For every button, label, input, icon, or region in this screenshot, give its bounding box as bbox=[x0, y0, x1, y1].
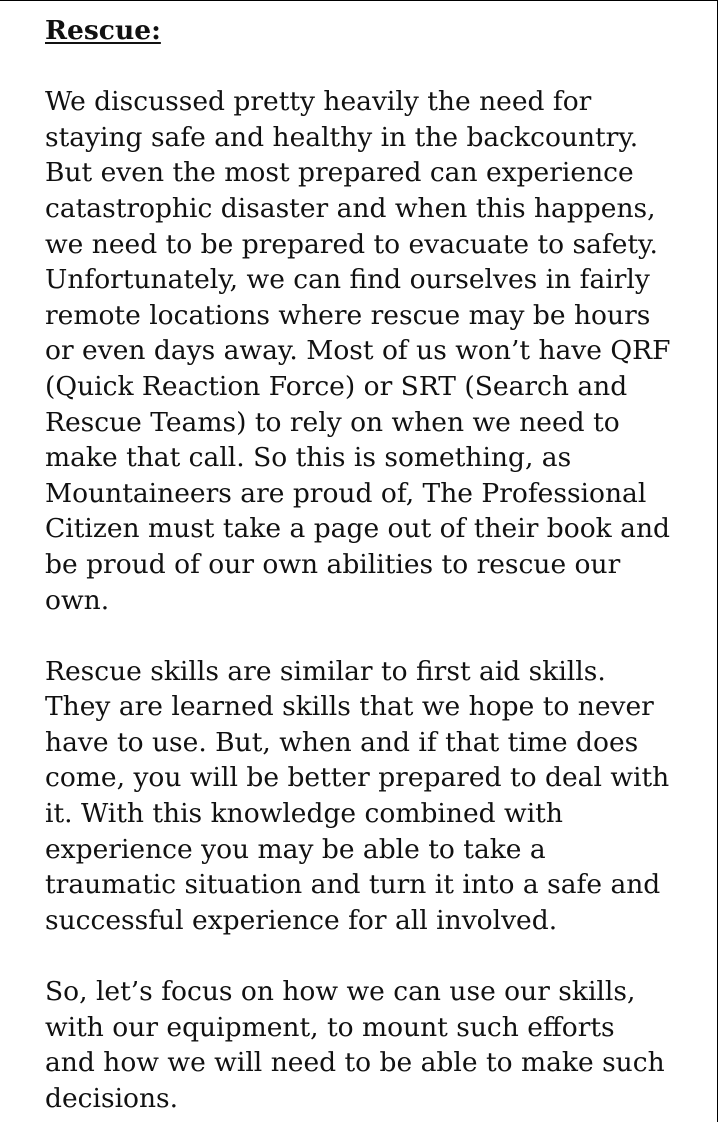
paragraph-gap bbox=[45, 618, 695, 654]
text-line: Citizen must take a page out of their book and bbox=[45, 513, 670, 545]
text-line: Unfortunately, we can find ourselves in fairly bbox=[45, 264, 650, 296]
paragraph-1 bbox=[45, 84, 695, 618]
text-line: They are learned skills that we hope to never bbox=[45, 691, 654, 723]
section-heading: Rescue: bbox=[45, 15, 161, 46]
text-line: Mountaineers are proud of, The Professional bbox=[45, 477, 647, 509]
paragraph-gap bbox=[45, 49, 695, 85]
paragraph-3 bbox=[45, 974, 695, 1116]
text-line: and how we will need to be able to make such bbox=[45, 1047, 665, 1079]
text-line: successful experience for all involved. bbox=[45, 904, 558, 936]
text-line: (Quick Reaction Force) or SRT (Search and bbox=[45, 370, 628, 402]
text-line: with our equipment, to mount such efforts bbox=[45, 1011, 615, 1043]
text-line: So, let’s focus on how we can use our skills, bbox=[45, 976, 636, 1008]
document-body bbox=[45, 13, 695, 1116]
text-line: or even days away. Most of us won’t have QRF bbox=[45, 335, 671, 367]
text-line: But even the most prepared can experience bbox=[45, 157, 634, 189]
text-line: catastrophic disaster and when this happens, bbox=[45, 192, 656, 224]
text-line: Rescue skills are similar to first aid skills. bbox=[45, 655, 606, 687]
text-line: experience you may be able to take a bbox=[45, 833, 546, 865]
text-line: We discussed pretty heavily the need for bbox=[45, 86, 592, 118]
text-line: have to use. But, when and if that time does bbox=[45, 726, 639, 758]
text-line: traumatic situation and turn it into a safe and bbox=[45, 869, 661, 901]
text-line: staying safe and healthy in the backcountry. bbox=[45, 121, 639, 153]
text-line: decisions. bbox=[45, 1082, 179, 1114]
text-line: make that call. So this is something, as bbox=[45, 442, 572, 474]
text-line: own. bbox=[45, 584, 110, 616]
text-line: we need to be prepared to evacuate to safety. bbox=[45, 228, 658, 260]
paragraph-2 bbox=[45, 654, 695, 939]
text-line: remote locations where rescue may be hours bbox=[45, 299, 651, 331]
text-line: come, you will be better prepared to deal with bbox=[45, 762, 670, 794]
paragraph-gap bbox=[45, 938, 695, 974]
text-line: Rescue Teams) to rely on when we need to bbox=[45, 406, 620, 438]
text-line: be proud of our own abilities to rescue our bbox=[45, 548, 621, 580]
text-line: it. With this knowledge combined with bbox=[45, 798, 563, 830]
